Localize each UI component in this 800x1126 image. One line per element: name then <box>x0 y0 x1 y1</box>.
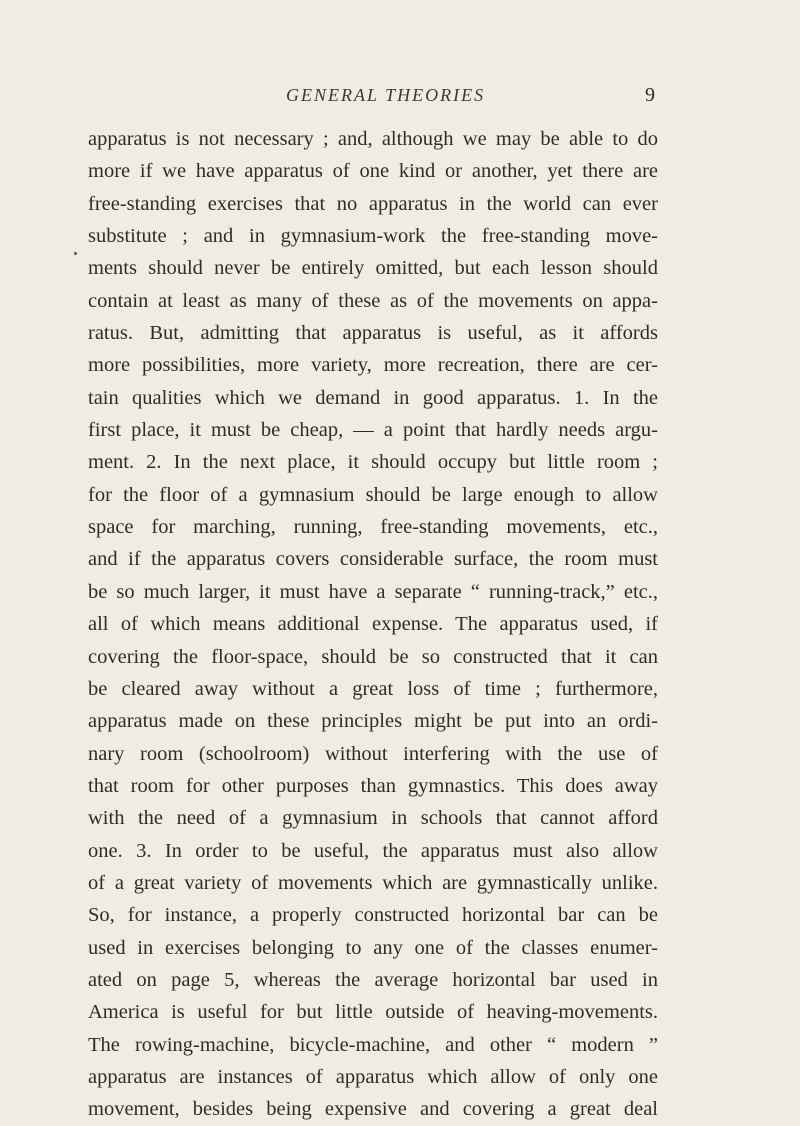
running-title: GENERAL THEORIES <box>286 85 486 105</box>
text-line: more if we have apparatus of one kind or another, yet there are <box>88 160 658 183</box>
text-line: contain at least as many of these as of the movements on appa- <box>88 289 658 312</box>
text-line: free-standing exercises that no apparatus in the world can ever <box>88 192 658 215</box>
text-line: ment. 2. In the next place, it should occupy but little room ; <box>88 451 658 474</box>
text-line: space for marching, running, free-standing movements, etc., <box>88 516 658 539</box>
text-line: So, for instance, a properly constructed horizontal bar can be <box>88 904 658 927</box>
text-line: ratus. But, admitting that apparatus is useful, as it affords <box>88 322 658 345</box>
text-line: first place, it must be cheap, — a point that hardly needs argu- <box>88 419 658 442</box>
text-line: ments should never be entirely omitted, but each lesson should <box>88 257 658 280</box>
text-line: one. 3. In order to be useful, the apparatus must also allow <box>88 839 658 862</box>
text-line: apparatus is not necessary ; and, although we may be able to do <box>88 128 658 150</box>
text-line: for the floor of a gymnasium should be large enough to allow <box>88 483 658 506</box>
text-line: with the need of a gymnasium in schools that cannot afford <box>88 807 658 830</box>
text-line: tain qualities which we demand in good apparatus. 1. In the <box>88 386 658 409</box>
text-line: ated on page 5, whereas the average horizontal bar used in <box>88 968 658 991</box>
text-line: used in exercises belonging to any one of the classes enumer- <box>88 936 658 959</box>
text-line: nary room (schoolroom) without interfering with the use of <box>88 742 658 765</box>
text-line: be so much larger, it must have a separate “ running-track,” etc., <box>88 580 658 603</box>
text-line: movement, besides being expensive and covering a great deal <box>88 1098 658 1121</box>
text-line: apparatus made on these principles might be put into an ordi- <box>88 710 658 733</box>
text-line: all of which means additional expense. The apparatus used, if <box>88 613 658 636</box>
text-line: America is useful for but little outside of heaving-movements. <box>88 1001 658 1024</box>
body-text <box>88 123 658 1126</box>
text-line: that room for other purposes than gymnastics. This does away <box>88 774 658 797</box>
text-line: substitute ; and in gymnasium-work the free-standing move- <box>88 225 658 248</box>
text-line: of a great variety of movements which are gymnastically unlike. <box>88 871 658 894</box>
text-line: be cleared away without a great loss of time ; furthermore, <box>88 677 658 700</box>
text-line: apparatus are instances of apparatus which allow of only one <box>88 1065 658 1088</box>
text-line: and if the apparatus covers considerable surface, the room must <box>88 548 658 571</box>
text-line: covering the floor-space, should be so constructed that it can <box>88 645 658 668</box>
text-line: The rowing-machine, bicycle-machine, and other “ modern ” <box>88 1033 658 1056</box>
text-line: more possibilities, more variety, more recreation, there are cer- <box>88 354 658 377</box>
running-head <box>0 85 800 115</box>
page-number: 9 <box>645 84 655 106</box>
margin-speck <box>74 252 77 255</box>
